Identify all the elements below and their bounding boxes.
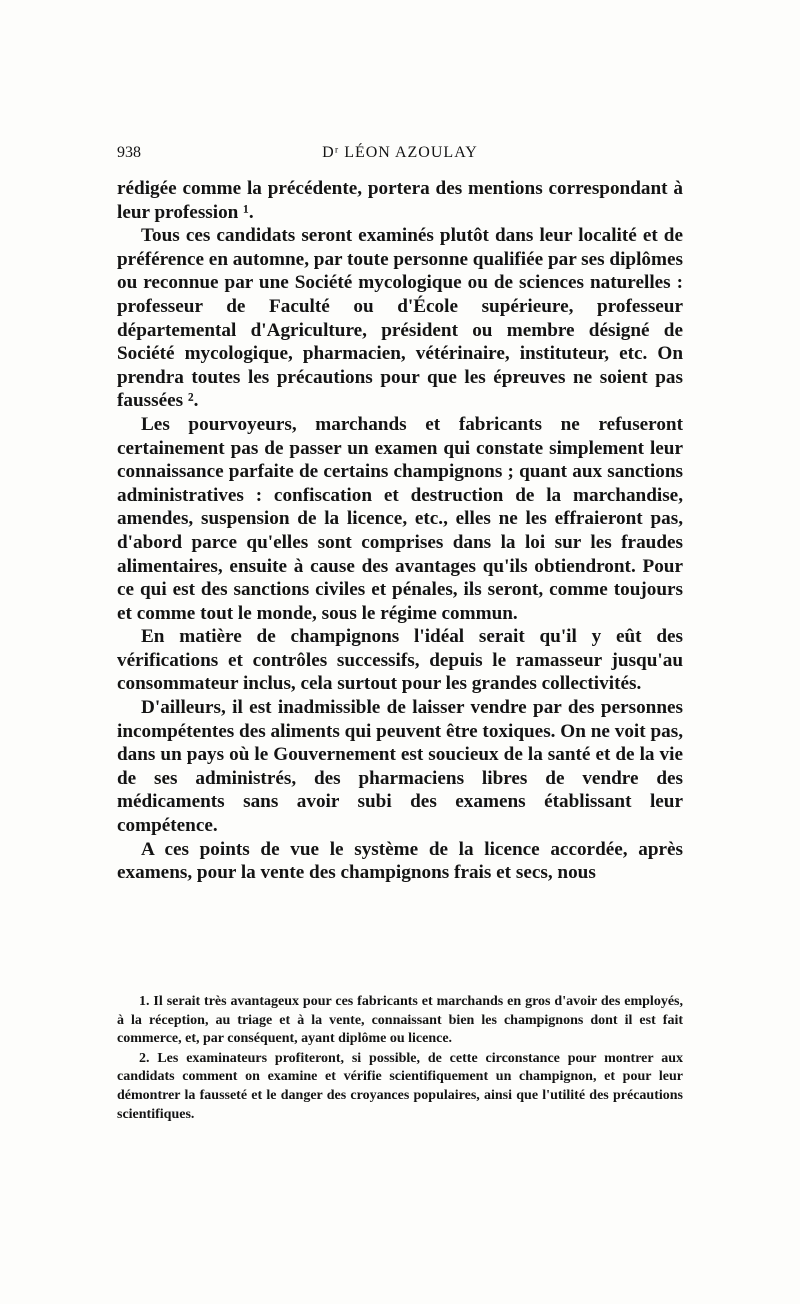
- footnote-2: 2. Les examinateurs profiteront, si possible, de cette circonstance pour montrer aux candidats comment on examine et vérifie scientifiquement un champignon, et pour leur démontrer la fausseté et le danger des croyances populaires, ainsi que l'utilité des précautions scientifiques.: [117, 1050, 683, 1122]
- paragraph: D'ailleurs, il est inadmissible de laisser vendre par des personnes incompétentes des aliments qui peuvent être toxiques. On ne voit pas, dans un pays où le Gouvernement est soucieux de la santé et de la vie de ses administrés, des pharmaciens libres de vendre des médicaments sans avoir subi des examens établissant leur compétence.: [117, 697, 683, 837]
- paragraph: Tous ces candidats seront examinés plutôt dans leur localité et de préférence en automne, par toute personne qualifiée par ses diplômes ou reconnue par une Société mycologique ou de sciences naturelles : professeur de Faculté ou d'École supérieure, professeur départemental d'Agriculture, président ou membre désigné de Société mycologique, pharmacien, vétérinaire, instituteur, etc. On prendra toutes les précautions pour que les épreuves ne soient pas faussées ².: [117, 225, 683, 412]
- body-text: [117, 177, 683, 885]
- page-number: 938: [117, 144, 141, 161]
- footnote-1: 1. Il serait très avantageux pour ces fabricants et marchands en gros d'avoir des employés, à la réception, au triage et à la vente, connaissant bien les champignons dont il est fait commerce, et, par conséquent, ayant diplôme ou licence.: [117, 994, 683, 1047]
- paragraph: Les pourvoyeurs, marchands et fabricants ne refuseront certainement pas de passer un examen qui constate simplement leur connaissance parfaite de certains champignons ; quant aux sanctions administratives : confiscation et destruction de la marchandise, amendes, suspension de la licence, etc., elles ne les effraieront pas, d'abord parce qu'elles sont comprises dans la loi sur les fraudes alimentaires, ensuite à cause des avantages qu'ils obtiendront. Pour ce qui est des sanctions civiles et pénales, ils seront, comme toujours et comme tout le monde, sous le régime commun.: [117, 413, 683, 624]
- footnotes: [117, 993, 683, 1124]
- paragraph-continuation: rédigée comme la précédente, portera des mentions correspondant à leur profession ¹.: [117, 178, 683, 223]
- page-header: [117, 144, 683, 168]
- paragraph: En matière de champignons l'idéal serait qu'il y eût des vérifications et contrôles successifs, depuis le ramasseur jusqu'au consommateur inclus, cela surtout pour les grandes collectivités.: [117, 626, 683, 695]
- running-title: Dʳ LÉON AZOULAY: [322, 144, 478, 161]
- paragraph: A ces points de vue le système de la licence accordée, après examens, pour la vente des champignons frais et secs, nous: [117, 838, 683, 884]
